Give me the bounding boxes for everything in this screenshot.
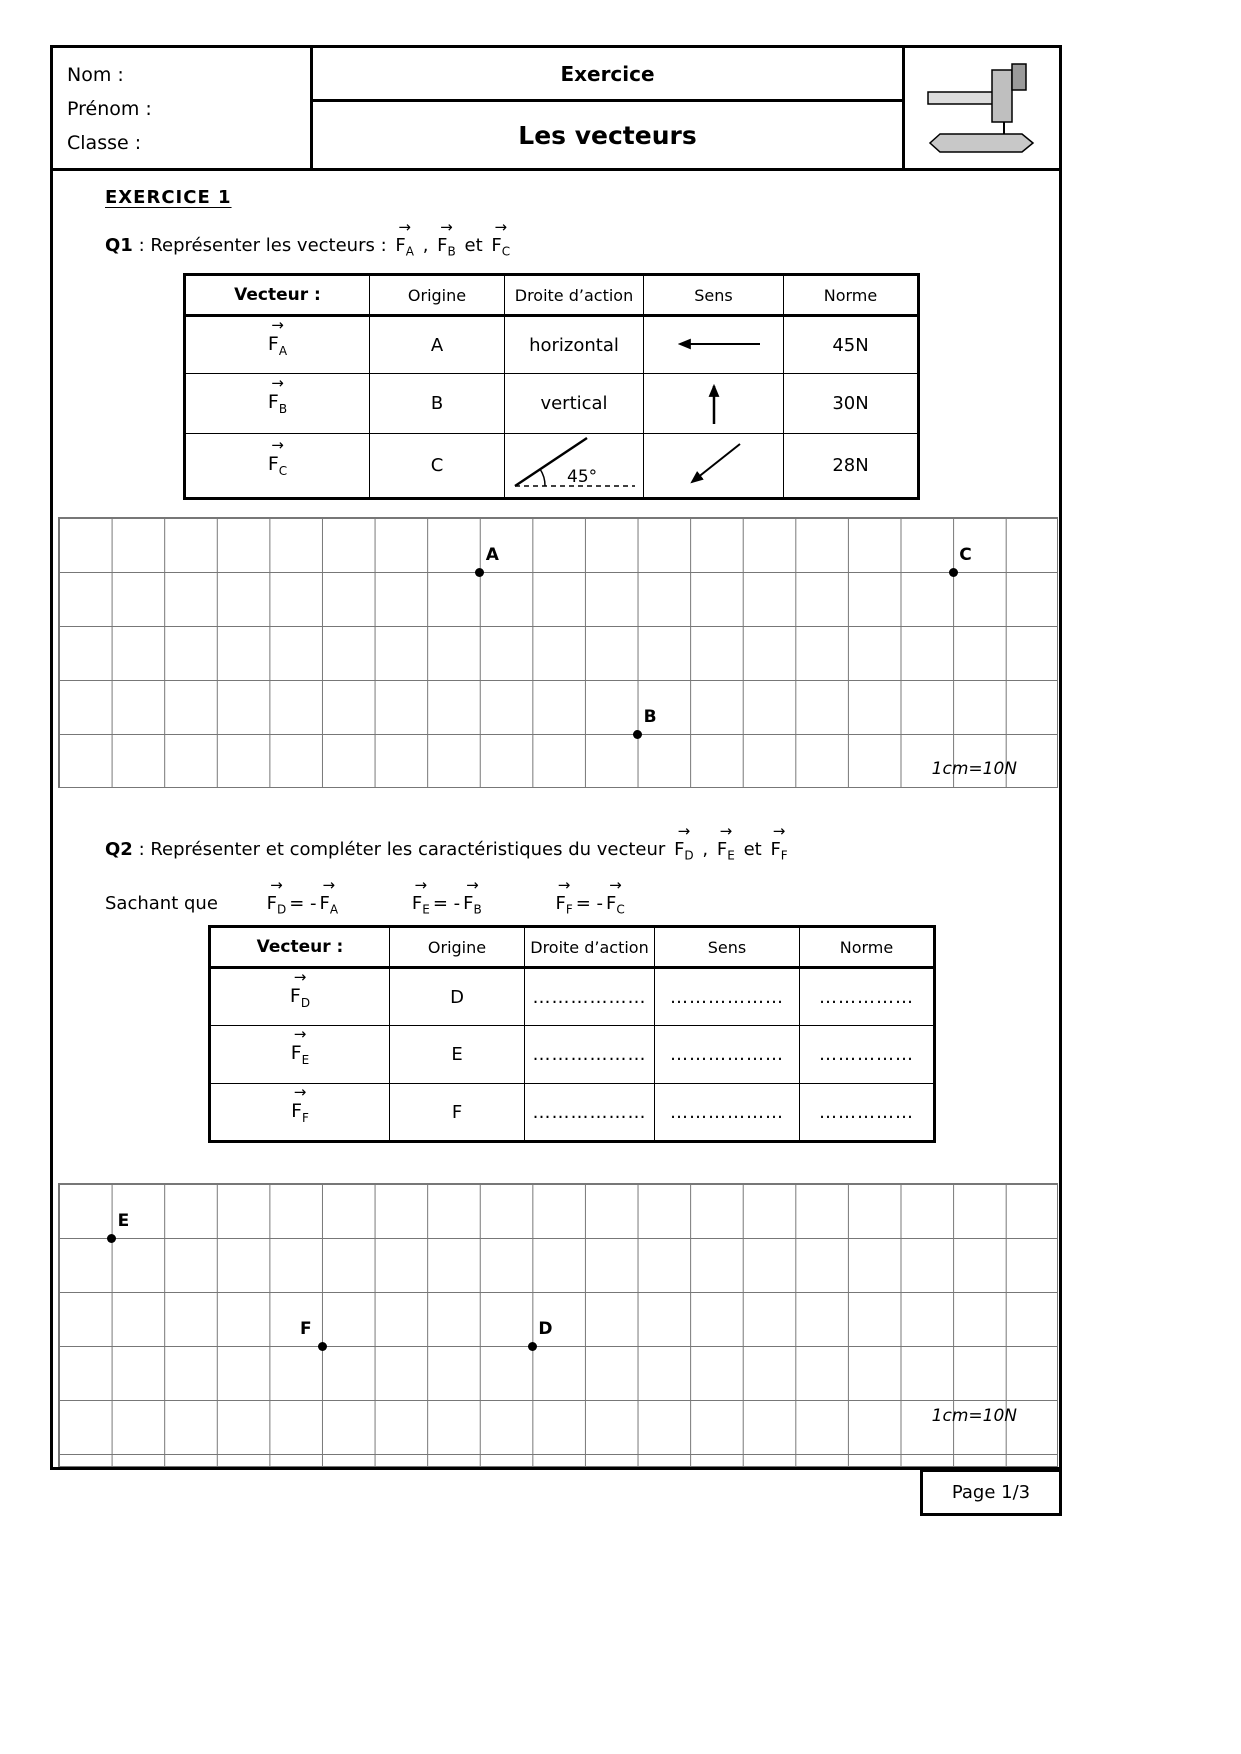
cell-sens-up — [644, 374, 784, 434]
q1-col-origine: Origine — [370, 275, 505, 316]
vector-FF: → $F_F$ — [767, 839, 790, 864]
vector-arrow-icon: → — [677, 822, 691, 840]
vector-FF: → $F_F$ — [552, 893, 575, 917]
cell-origine-e: E — [390, 1026, 525, 1084]
cell-droite-blank: ……………… — [525, 1026, 655, 1084]
q2-col-origine: Origine — [390, 927, 525, 968]
equals-minus: = - — [575, 893, 604, 914]
grid-q2 — [58, 1183, 1058, 1467]
cell-vector-fc — [185, 434, 370, 499]
vector-arrow-icon: → — [271, 315, 284, 334]
page-number-box — [920, 1469, 1062, 1516]
header — [50, 45, 1062, 171]
q2-col-norme: Norme — [800, 927, 935, 968]
exercise-heading: EXERCICE 1 — [105, 187, 232, 208]
point-C — [949, 568, 958, 577]
comma: , — [422, 235, 429, 256]
point-label-F: F — [300, 1319, 312, 1339]
vector-arrow-icon: → — [494, 218, 508, 236]
cell-droite-horizontal: horizontal — [505, 316, 644, 374]
point-label-E: E — [117, 1211, 130, 1231]
point-D — [528, 1342, 537, 1351]
cell-sens-downleft — [644, 434, 784, 499]
equation-fe — [409, 876, 485, 917]
table-row-fe — [210, 1026, 935, 1084]
exercise-label: Exercice — [313, 48, 902, 102]
et-word: et — [743, 839, 762, 860]
table-row-fb — [185, 374, 919, 434]
vector-arrow-icon: → — [293, 1025, 307, 1044]
vector-arrow-icon: → — [293, 967, 307, 986]
vector-FD: → $F_D$ — [287, 985, 313, 1010]
q1-col-vecteur: Vecteur : — [185, 275, 370, 316]
cell-origine-b: B — [370, 374, 505, 434]
vector-arrow-icon: → — [293, 1082, 307, 1101]
q1-col-droite: Droite d’action — [505, 275, 644, 316]
equals-minus: = - — [432, 893, 461, 914]
firstname-label: Prénom : — [67, 98, 152, 120]
cell-vector-fb — [185, 374, 370, 434]
page-title: Les vecteurs — [518, 120, 697, 150]
q1-table — [183, 273, 920, 500]
point-label-D: D — [538, 1319, 553, 1339]
q2-text: : Représenter et compléter les caractéristiques du vecteur — [138, 839, 666, 860]
equation-fd — [264, 876, 342, 917]
hammer-icon — [926, 58, 1038, 158]
et-word: et — [464, 235, 483, 256]
point-label-B: B — [643, 707, 657, 727]
angle-45-diagram — [509, 434, 639, 492]
vector-arrow-icon: → — [772, 822, 786, 840]
vector-FD: → $F_D$ — [671, 839, 697, 864]
vector-arrow-icon: → — [609, 876, 622, 894]
point-label-A: A — [485, 545, 499, 565]
cell-origine-f: F — [390, 1084, 525, 1142]
comma: , — [702, 839, 709, 860]
scale-label: 1cm=10N — [931, 1406, 1017, 1426]
cell-vector-fe — [210, 1026, 390, 1084]
point-F — [318, 1342, 327, 1351]
point-B — [633, 730, 642, 739]
up-arrow-icon — [697, 374, 731, 428]
equals-minus: = - — [289, 893, 317, 914]
down-left-arrow-icon — [674, 436, 754, 490]
title-box — [310, 45, 905, 171]
q2-col-vecteur: Vecteur : — [210, 927, 390, 968]
cell-sens-blank: ……………… — [655, 1026, 800, 1084]
vector-arrow-icon: → — [466, 876, 479, 894]
cell-norme-30n: 30N — [784, 374, 919, 434]
cell-norme-45n: 45N — [784, 316, 919, 374]
vector-arrow-icon: → — [271, 374, 284, 393]
cell-vector-fd — [210, 968, 390, 1026]
q1-line — [105, 218, 513, 260]
cell-droite-blank: ……………… — [525, 1084, 655, 1142]
cell-droite-vertical: vertical — [505, 374, 644, 434]
point-A — [475, 568, 484, 577]
name-label: Nom : — [67, 64, 124, 86]
cell-origine-d: D — [390, 968, 525, 1026]
q2-table — [208, 925, 936, 1143]
q1-col-norme: Norme — [784, 275, 919, 316]
logo-box — [905, 45, 1062, 171]
vector-FB: → $F_B$ — [265, 391, 290, 416]
vector-FA: → $F_A$ — [265, 333, 290, 358]
vector-FB: → $F_B$ — [434, 235, 459, 260]
vector-FE: → $F_E$ — [288, 1042, 313, 1067]
cell-norme-blank: …………… — [800, 1084, 935, 1142]
cell-droite-45 — [505, 434, 644, 499]
vector-FA: → $F_A$ — [392, 235, 417, 260]
vector-arrow-icon: → — [557, 876, 571, 894]
vector-FF: → $F_F$ — [288, 1100, 312, 1125]
cell-vector-fa — [185, 316, 370, 374]
q2-col-sens: Sens — [655, 927, 800, 968]
cell-origine-c: C — [370, 434, 505, 499]
angle-value: 45° — [567, 467, 598, 487]
vector-FD: → $F_D$ — [264, 893, 290, 917]
q2-table-header-row — [210, 927, 935, 968]
vector-arrow-icon: → — [440, 218, 453, 236]
vector-FC: → $F_C$ — [265, 453, 290, 478]
vector-arrow-icon: → — [271, 436, 284, 455]
vector-arrow-icon: → — [719, 822, 733, 840]
cell-norme-28n: 28N — [784, 434, 919, 499]
cell-norme-blank: …………… — [800, 968, 935, 1026]
vector-FA: → $F_A$ — [317, 893, 342, 917]
student-info-box — [50, 45, 310, 171]
cell-droite-blank: ……………… — [525, 968, 655, 1026]
q1-label: Q1 — [105, 235, 133, 256]
table-row-ff — [210, 1084, 935, 1142]
table-row-fc — [185, 434, 919, 499]
equation-ff — [552, 876, 627, 917]
cell-sens-left — [644, 316, 784, 374]
q2-col-droite: Droite d’action — [525, 927, 655, 968]
table-row-fa — [185, 316, 919, 374]
left-arrow-icon — [664, 328, 764, 358]
vector-FE: → $F_E$ — [714, 839, 738, 864]
exercise-frame — [50, 171, 1062, 1470]
cell-vector-ff — [210, 1084, 390, 1142]
vector-arrow-icon: → — [398, 218, 411, 236]
cell-origine-a: A — [370, 316, 505, 374]
vector-arrow-icon: → — [322, 876, 336, 894]
vector-arrow-icon: → — [270, 876, 283, 894]
point-E — [107, 1234, 116, 1243]
sachant-line — [105, 876, 628, 917]
scale-label: 1cm=10N — [931, 759, 1017, 779]
cell-norme-blank: …………… — [800, 1026, 935, 1084]
q2-label: Q2 — [105, 839, 133, 860]
vector-FC: → $F_C$ — [488, 235, 513, 260]
page-number: Page 1/3 — [951, 1482, 1031, 1503]
grid-q1 — [58, 517, 1058, 788]
q1-col-sens: Sens — [644, 275, 784, 316]
vector-FC: → $F_C$ — [603, 893, 628, 917]
vector-FB: → $F_B$ — [460, 893, 485, 917]
cell-sens-blank: ……………… — [655, 1084, 800, 1142]
q1-table-header-row — [185, 275, 919, 316]
sachant-label: Sachant que — [105, 893, 218, 914]
table-row-fd — [210, 968, 935, 1026]
cell-sens-blank: ……………… — [655, 968, 800, 1026]
q1-text: : Représenter les vecteurs : — [138, 235, 387, 256]
class-label: Classe : — [67, 132, 142, 154]
vector-arrow-icon: → — [414, 876, 428, 894]
point-label-C: C — [959, 545, 972, 565]
q2-line — [105, 822, 791, 864]
vector-FE: → $F_E$ — [409, 893, 433, 917]
